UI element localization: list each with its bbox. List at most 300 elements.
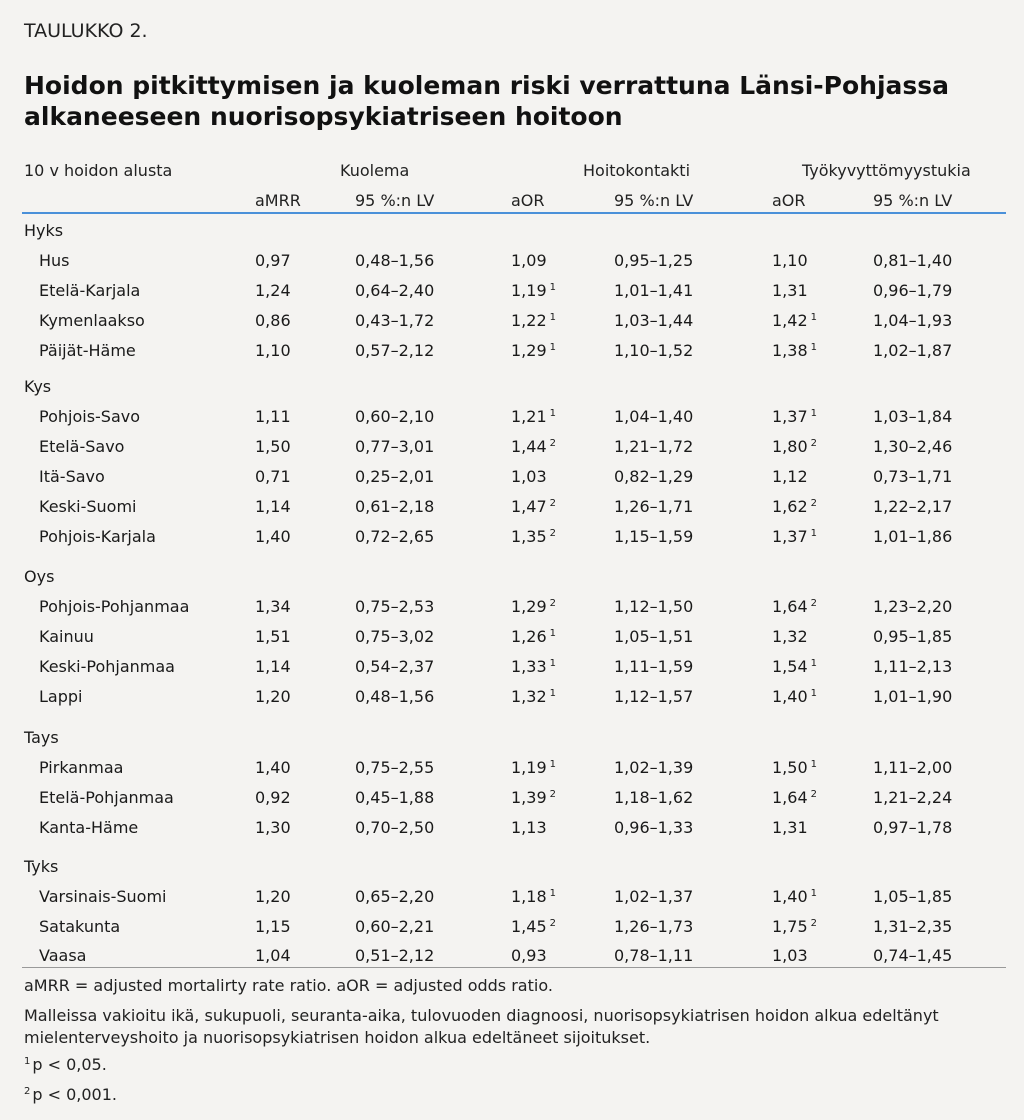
table-cell [614,818,693,837]
table-cell [355,311,434,330]
significance-marker: 1 [810,759,817,770]
table-cell [614,341,693,360]
table-cell [255,527,291,546]
cell-value: 1,29 [511,341,547,360]
cell-value: 1,50 [255,437,291,456]
table-title: Hoidon pitkittymisen ja kuoleman riski verrattuna Länsi-Pohjassa alkaneeseen nuorisopsykiatriseen hoitoon [24,71,950,131]
cell-value: 0,93 [511,946,547,965]
cell-value: 1,34 [255,597,291,616]
table-cell [873,687,952,706]
table-cell [873,597,952,616]
cell-value: 1,11–2,13 [873,657,953,676]
footnote-p1-mark: 1 [24,1056,31,1067]
row-label: Pohjois-Savo [39,407,141,426]
cell-value: 0,25–2,01 [355,467,435,486]
cell-value: 1,01–1,41 [614,281,694,300]
table-cell [511,497,556,516]
significance-marker: 1 [549,759,556,770]
significance-marker: 1 [810,688,817,699]
table-cell [873,758,952,777]
table-cell [511,407,556,426]
table-cell [614,917,693,936]
cell-value: 1,02–1,37 [614,887,694,906]
cell-value: 1,12–1,50 [614,597,694,616]
cell-value: 0,82–1,29 [614,467,694,486]
cell-value: 1,40 [255,527,291,546]
cell-value: 1,09 [511,251,547,270]
table-cell [772,687,817,706]
cell-value: 1,22–2,17 [873,497,953,516]
table-cell [355,687,434,706]
table-cell [511,467,550,486]
cell-value: 1,24 [255,281,291,300]
table-cell [772,597,817,616]
row-label: Vaasa [39,946,87,965]
section-heading: Tyks [24,857,59,876]
table-cell [355,407,434,426]
table-cell [255,946,291,965]
cell-value: 0,92 [255,788,291,807]
cell-value: 1,35 [511,527,547,546]
table-cell [511,887,556,906]
significance-marker: 2 [549,598,556,609]
table-cell [355,467,434,486]
cell-value: 1,51 [255,627,291,646]
table-cell [355,657,434,676]
row-label: Etelä-Savo [39,437,125,456]
table-cell [614,657,693,676]
table-bottom-divider [22,967,1006,968]
cell-value: 1,10 [255,341,291,360]
significance-marker: 1 [810,658,817,669]
table-cell [355,887,434,906]
footnote-p2-text: p < 0,001. [32,1085,117,1104]
table-cell [355,497,434,516]
row-label: Pohjois-Pohjanmaa [39,597,190,616]
cell-value: 1,54 [772,657,808,676]
cell-value: 0,73–1,71 [873,467,953,486]
table-cell [355,437,434,456]
table-cell [614,467,693,486]
cell-value: 0,60–2,10 [355,407,435,426]
row-label: Satakunta [39,917,121,936]
table-cell [255,657,291,676]
cell-value: 1,47 [511,497,547,516]
cell-value: 1,01–1,90 [873,687,953,706]
table-cell [511,657,556,676]
cell-value: 1,37 [772,527,808,546]
cell-value: 1,15–1,59 [614,527,694,546]
significance-marker: 1 [549,408,556,419]
table-cell [355,788,434,807]
table-cell [772,311,817,330]
cell-value: 1,62 [772,497,808,516]
significance-marker: 2 [810,438,817,449]
table-cell [614,281,693,300]
significance-marker: 1 [549,342,556,353]
cell-value: 1,39 [511,788,547,807]
table-cell [255,687,291,706]
cell-value: 1,40 [255,758,291,777]
table-cell [511,687,556,706]
cell-value: 1,32 [511,687,547,706]
table-cell [614,758,693,777]
cell-value: 0,95–1,85 [873,627,953,646]
table-cell [355,281,434,300]
cell-value: 1,14 [255,657,291,676]
significance-marker: 1 [810,408,817,419]
footnote-p1-text: p < 0,05. [32,1055,107,1074]
cell-value: 1,05–1,85 [873,887,953,906]
significance-marker: 2 [810,498,817,509]
significance-marker: 2 [549,438,556,449]
cell-value: 0,75–3,02 [355,627,435,646]
cell-value: 1,03–1,44 [614,311,694,330]
table-cell [772,758,817,777]
cell-value: 1,19 [511,281,547,300]
cell-value: 1,40 [772,687,808,706]
cell-value: 1,13 [511,818,547,837]
section-heading: Oys [24,567,55,586]
footnote-model: Malleissa vakioitu ikä, sukupuoli, seuranta-aika, tulovuoden diagnoosi, nuorisopsykiatrisen hoidon alkua edeltänyt mielenterveyshoito ja nuorisopsykiatrisen hoidon alkua edeltäneet sijoitukset. [24,1006,939,1047]
table-cell [772,818,811,837]
table-cell [772,467,811,486]
table-cell [511,311,556,330]
row-label: Pohjois-Karjala [39,527,156,546]
table-cell [873,497,952,516]
table-cell [614,527,693,546]
cell-value: 1,10–1,52 [614,341,694,360]
table-cell [873,657,952,676]
cell-value: 1,22 [511,311,547,330]
cell-value: 1,01–1,86 [873,527,953,546]
cell-value: 1,21–1,72 [614,437,694,456]
cell-value: 1,64 [772,788,808,807]
table-cell [614,407,693,426]
table-cell [511,758,556,777]
cell-value: 1,12 [772,467,808,486]
table-cell [873,946,952,965]
subheader-amrr: aMRR [255,191,301,210]
table-cell [614,788,693,807]
table-cell [614,687,693,706]
subheader-ci-3: 95 %:n LV [873,191,953,210]
table-cell [614,597,693,616]
cell-value: 0,72–2,65 [355,527,435,546]
significance-marker: 1 [549,312,556,323]
table-cell [873,887,952,906]
section-heading: Kys [24,377,52,396]
cell-value: 1,11–1,59 [614,657,694,676]
row-label: Pirkanmaa [39,758,124,777]
cell-value: 1,26 [511,627,547,646]
table-cell [772,527,817,546]
row-label: Etelä-Karjala [39,281,141,300]
cell-value: 1,10 [772,251,808,270]
table-cell [511,437,556,456]
footnote-abbreviations: aMRR = adjusted mortalirty rate ratio. aOR = adjusted odds ratio. [24,976,553,995]
table-cell [614,497,693,516]
table-cell [355,917,434,936]
cell-value: 1,21 [511,407,547,426]
table-cell [873,341,952,360]
cell-value: 1,44 [511,437,547,456]
table-cell [873,251,952,270]
footnote-p1 [24,1054,994,1079]
cell-value: 0,96–1,33 [614,818,694,837]
significance-marker: 1 [810,528,817,539]
cell-value: 0,96–1,79 [873,281,953,300]
table-cell [511,527,556,546]
cell-value: 1,33 [511,657,547,676]
table-cell [614,251,693,270]
cell-value: 1,50 [772,758,808,777]
cell-value: 1,30–2,46 [873,437,953,456]
table-cell [255,818,291,837]
cell-value: 0,57–2,12 [355,341,435,360]
table-cell [511,627,556,646]
table-cell [355,946,434,965]
cell-value: 0,97 [255,251,291,270]
subheader-ci-2: 95 %:n LV [614,191,694,210]
table-cell [614,311,693,330]
cell-value: 1,30 [255,818,291,837]
cell-value: 1,05–1,51 [614,627,694,646]
table-cell [255,788,291,807]
table-cell [772,251,811,270]
row-label: Päijät-Häme [39,341,136,360]
table-cell [873,437,952,456]
significance-marker: 2 [549,918,556,929]
cell-value: 1,03 [772,946,808,965]
table-cell [772,657,817,676]
table-cell [614,887,693,906]
significance-marker: 1 [549,628,556,639]
significance-marker: 1 [549,658,556,669]
table-cell [255,341,291,360]
footnote-p2-mark: 2 [24,1086,31,1097]
group-header-hoitokontakti: Hoitokontakti [583,161,691,180]
row-label: Hus [39,251,70,270]
row-label: Lappi [39,687,83,706]
table-cell [255,597,291,616]
cell-value: 0,54–2,37 [355,657,435,676]
table-cell [511,281,556,300]
table-cell [511,788,556,807]
significance-marker: 2 [549,498,556,509]
cell-value: 1,14 [255,497,291,516]
cell-value: 0,77–3,01 [355,437,435,456]
table-cell [355,251,434,270]
section-heading: Hyks [24,221,64,240]
cell-value: 1,23–2,20 [873,597,953,616]
header-divider [22,212,1006,214]
cell-value: 1,26–1,73 [614,917,694,936]
significance-marker: 1 [549,688,556,699]
significance-marker: 2 [810,789,817,800]
significance-marker: 2 [549,528,556,539]
table-cell [772,281,811,300]
cell-value: 1,32 [772,627,808,646]
cell-value: 0,75–2,53 [355,597,435,616]
subheader-ci-1: 95 %:n LV [355,191,435,210]
cell-value: 1,02–1,39 [614,758,694,777]
cell-value: 0,48–1,56 [355,251,435,270]
table-cell [355,597,434,616]
table-cell [772,788,817,807]
table-cell [255,467,291,486]
table-cell [873,407,952,426]
cell-value: 1,04–1,40 [614,407,694,426]
cell-value: 0,81–1,40 [873,251,953,270]
cell-value: 0,61–2,18 [355,497,435,516]
table-cell [355,818,434,837]
table-cell [873,311,952,330]
cell-value: 1,31 [772,818,808,837]
table-cell [355,527,434,546]
significance-marker: 1 [549,282,556,293]
table-cell [873,818,952,837]
table-cell [511,341,556,360]
table-cell [873,627,952,646]
significance-marker: 1 [810,888,817,899]
cell-value: 1,26–1,71 [614,497,694,516]
footnote-p2 [24,1084,994,1109]
cell-value: 1,29 [511,597,547,616]
cell-value: 1,42 [772,311,808,330]
table-cell [255,758,291,777]
cell-value: 0,97–1,78 [873,818,953,837]
table-cell [355,758,434,777]
significance-marker: 1 [549,888,556,899]
cell-value: 1,37 [772,407,808,426]
cell-value: 1,45 [511,917,547,936]
table-cell [614,946,693,965]
cell-value: 1,38 [772,341,808,360]
row-label: Kanta-Häme [39,818,139,837]
table-cell [772,341,817,360]
cell-value: 0,65–2,20 [355,887,435,906]
cell-value: 0,51–2,12 [355,946,435,965]
row-label: Varsinais-Suomi [39,887,167,906]
cell-value: 1,02–1,87 [873,341,953,360]
cell-value: 1,80 [772,437,808,456]
cell-value: 1,03 [511,467,547,486]
table-cell [772,627,811,646]
table-cell [873,788,952,807]
cell-value: 0,43–1,72 [355,311,435,330]
table-cell [255,407,291,426]
cell-value: 1,18 [511,887,547,906]
cell-value: 0,60–2,21 [355,917,435,936]
cell-value: 1,19 [511,758,547,777]
table-cell [255,497,291,516]
cell-value: 1,18–1,62 [614,788,694,807]
cell-value: 1,04–1,93 [873,311,953,330]
row-label: Keski-Suomi [39,497,137,516]
table-cell [873,281,952,300]
significance-marker: 2 [810,918,817,929]
significance-marker: 1 [810,342,817,353]
table-cell [772,437,817,456]
cell-value: 0,64–2,40 [355,281,435,300]
cell-value: 1,75 [772,917,808,936]
table-cell [255,917,291,936]
cell-value: 0,95–1,25 [614,251,694,270]
table-cell [255,281,291,300]
row-label: Itä-Savo [39,467,105,486]
cell-value: 1,20 [255,887,291,906]
cell-value: 1,11 [255,407,291,426]
significance-marker: 2 [549,789,556,800]
table-cell [511,597,556,616]
group-header-tyokyvyttomyystukia: Työkyvyttömyystukia [802,161,971,180]
cell-value: 1,11–2,00 [873,758,953,777]
row-label: Kymenlaakso [39,311,145,330]
table-cell [614,627,693,646]
table-cell [873,917,952,936]
cell-value: 0,48–1,56 [355,687,435,706]
table-label: TAULUKKO 2. [24,20,148,42]
table-cell [511,818,550,837]
cell-value: 1,03–1,84 [873,407,953,426]
table-cell [255,311,291,330]
cell-value: 0,71 [255,467,291,486]
cell-value: 1,12–1,57 [614,687,694,706]
table-cell [511,946,550,965]
table-cell [255,437,291,456]
subheader-aor-2: aOR [772,191,806,210]
significance-marker: 1 [810,312,817,323]
table-cell [511,917,556,936]
cell-value: 1,21–2,24 [873,788,953,807]
table-cell [772,917,817,936]
cell-value: 1,31–2,35 [873,917,953,936]
row-label-header: 10 v hoidon alusta [24,161,173,180]
table-cell [772,946,811,965]
table-cell [873,527,952,546]
table-cell [772,887,817,906]
section-heading: Tays [24,728,59,747]
cell-value: 1,15 [255,917,291,936]
cell-value: 0,70–2,50 [355,818,435,837]
cell-value: 1,31 [772,281,808,300]
cell-value: 0,74–1,45 [873,946,953,965]
cell-value: 0,75–2,55 [355,758,435,777]
cell-value: 1,04 [255,946,291,965]
table-cell [873,467,952,486]
cell-value: 1,40 [772,887,808,906]
table-cell [511,251,550,270]
subheader-aor-1: aOR [511,191,545,210]
table-cell [255,627,291,646]
table-cell [255,251,291,270]
table-cell [772,497,817,516]
cell-value: 1,64 [772,597,808,616]
table-cell [614,437,693,456]
row-label: Keski-Pohjanmaa [39,657,175,676]
cell-value: 0,78–1,11 [614,946,694,965]
table-cell [355,627,434,646]
cell-value: 0,45–1,88 [355,788,435,807]
row-label: Kainuu [39,627,94,646]
table-cell [255,887,291,906]
significance-marker: 2 [810,598,817,609]
table-cell [772,407,817,426]
cell-value: 0,86 [255,311,291,330]
cell-value: 1,20 [255,687,291,706]
table-cell [355,341,434,360]
